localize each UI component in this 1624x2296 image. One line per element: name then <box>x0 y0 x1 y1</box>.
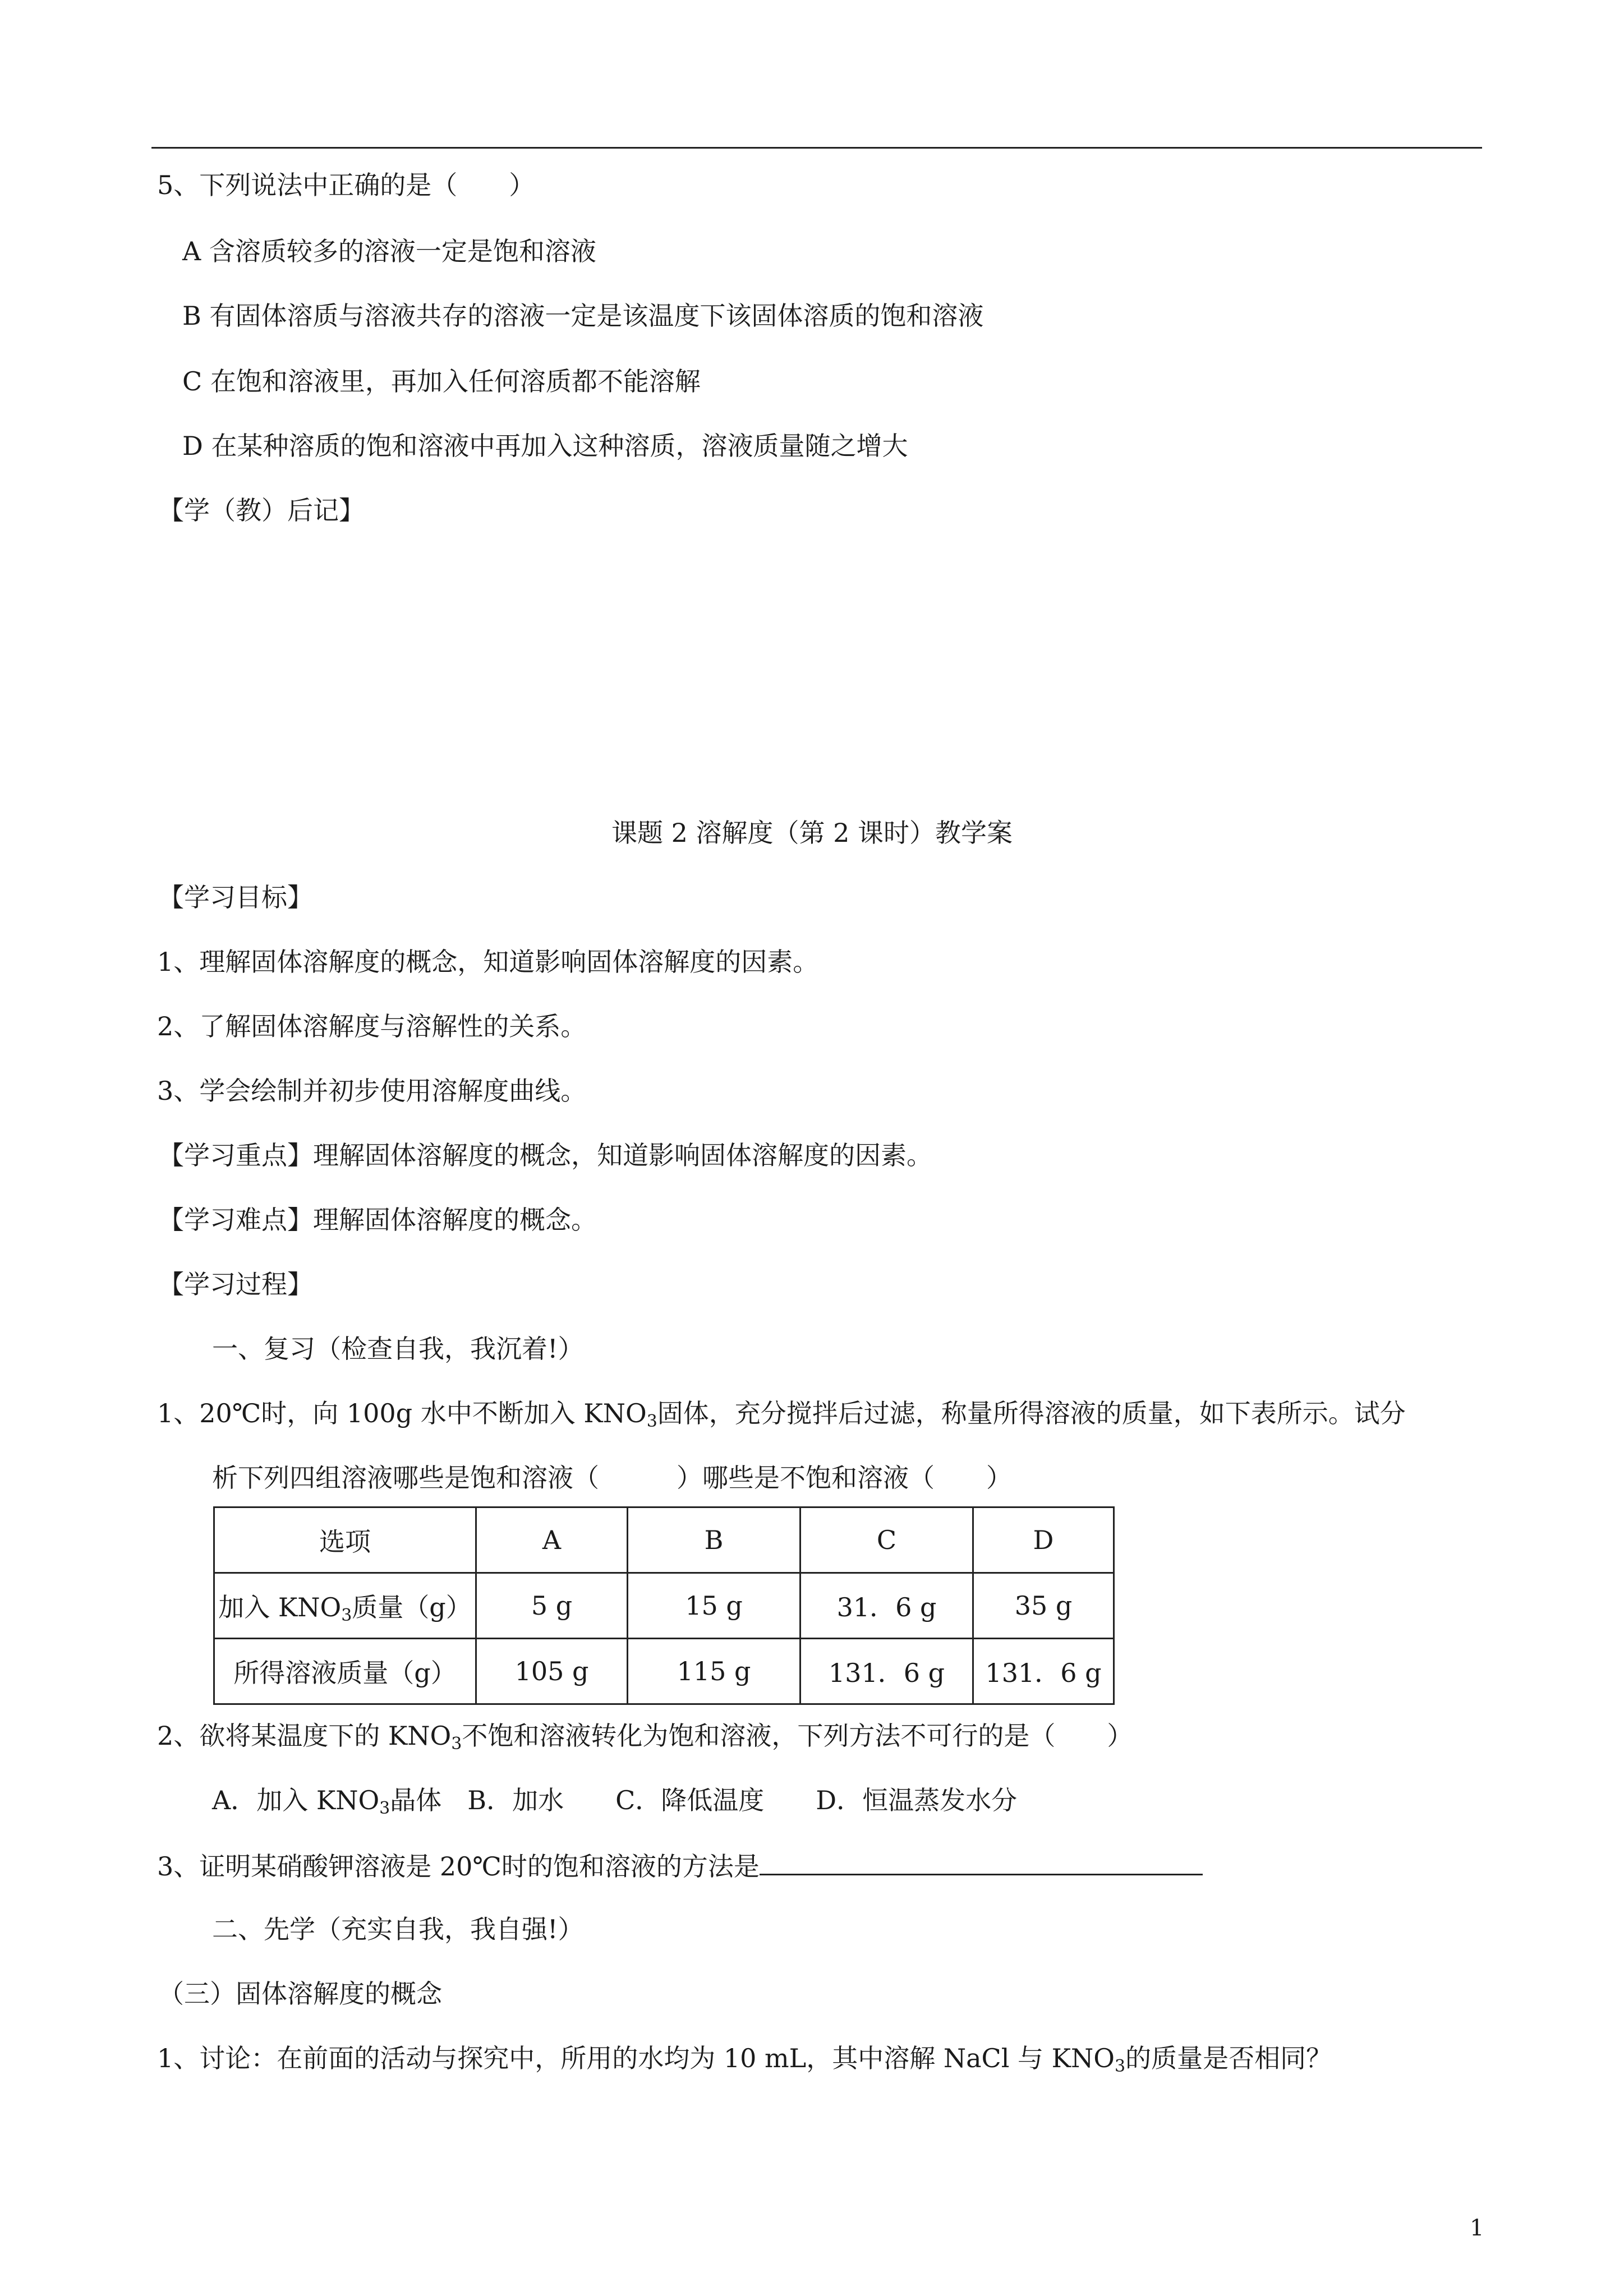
table-cell: 15 g <box>628 1573 801 1639</box>
table-header-cell: B <box>628 1507 801 1573</box>
page-number: 1 <box>1470 2215 1484 2241</box>
question-5-option-c: C 在饱和溶液里，再加入任何溶质都不能溶解 <box>182 366 701 397</box>
review-question-3: 3、证明某硝酸钾溶液是 20℃时的饱和溶液的方法是 <box>157 1848 1203 1883</box>
table-cell: 31．6 g <box>801 1573 973 1639</box>
concept-heading: （三）固体溶解度的概念 <box>158 1979 442 2009</box>
table-header-cell: A <box>476 1507 628 1573</box>
table-header-row <box>214 1507 1114 1573</box>
table-cell: 105 g <box>476 1639 628 1704</box>
lesson-title: 课题 2 溶解度（第 2 课时）教学案 <box>611 818 1013 848</box>
process-heading: 【学习过程】 <box>158 1269 313 1299</box>
table-row-label: 加入 $KNO_3$质量（g） <box>214 1573 476 1639</box>
table-cell: 131．6 g <box>973 1639 1114 1704</box>
table-row <box>214 1639 1114 1704</box>
afterword-heading: 【学（教）后记】 <box>158 495 365 525</box>
table-row-label: 所得溶液质量（g） <box>214 1639 476 1704</box>
discussion-question: 1、讨论：在前面的活动与探究中，所用的水均为 10 mL，其中溶解 NaCl 与 $KNO_3$的质量是否相同？ <box>157 2043 1332 2076</box>
question-5-option-d: D 在某种溶质的饱和溶液中再加入这种溶质，溶液质量随之增大 <box>182 431 908 461</box>
objective-1: 1、理解固体溶解度的概念，知道影响固体溶解度的因素。 <box>157 947 819 977</box>
review-question-2-options: A．加入 $KNO_3$晶体 B．加水 C．降低温度 D．恒温蒸发水分 <box>212 1785 1018 1818</box>
review-question-1-line-2: 析下列四组溶液哪些是饱和溶液（ ）哪些是不饱和溶液（ ） <box>212 1463 1012 1493</box>
table-row <box>214 1573 1114 1639</box>
header-rule <box>151 147 1482 149</box>
key-point: 【学习重点】理解固体溶解度的概念，知道影响固体溶解度的因素。 <box>158 1140 932 1170</box>
objective-2: 2、了解固体溶解度与溶解性的关系。 <box>157 1011 587 1041</box>
table-header-cell: 选项 <box>214 1507 476 1573</box>
table-cell: 35 g <box>973 1573 1114 1639</box>
table-header-cell: D <box>973 1507 1114 1573</box>
question-5-option-b: B 有固体溶质与溶液共存的溶液一定是该温度下该固体溶质的饱和溶液 <box>182 301 984 331</box>
question-5-stem: 5、下列说法中正确的是（ ） <box>157 170 535 200</box>
question-5-option-a: A 含溶质较多的溶液一定是饱和溶液 <box>182 236 596 266</box>
table-cell: 5 g <box>476 1573 628 1639</box>
table-header-cell: C <box>801 1507 973 1573</box>
objectives-heading: 【学习目标】 <box>158 882 313 912</box>
difficult-point: 【学习难点】理解固体溶解度的概念。 <box>158 1205 597 1235</box>
kno3-table <box>213 1506 1115 1705</box>
review-question-2-stem: 2、欲将某温度下的 $KNO_3$不饱和溶液转化为饱和溶液，下列方法不可行的是（ ） <box>157 1721 1133 1754</box>
review-heading: 一、复习（检查自我，我沉着!） <box>212 1334 584 1364</box>
objective-3: 3、学会绘制并初步使用溶解度曲线。 <box>157 1076 587 1106</box>
answer-blank <box>760 1848 1203 1875</box>
table-cell: 131．6 g <box>801 1639 973 1704</box>
review-question-1-line-1: 1、20℃时，向 100g 水中不断加入 $KNO_3$固体，充分搅拌后过滤，称量所得溶液的质量，如下表所示。试分 <box>157 1398 1406 1431</box>
prestudy-heading: 二、先学（充实自我，我自强!） <box>212 1914 584 1944</box>
table-cell: 115 g <box>628 1639 801 1704</box>
